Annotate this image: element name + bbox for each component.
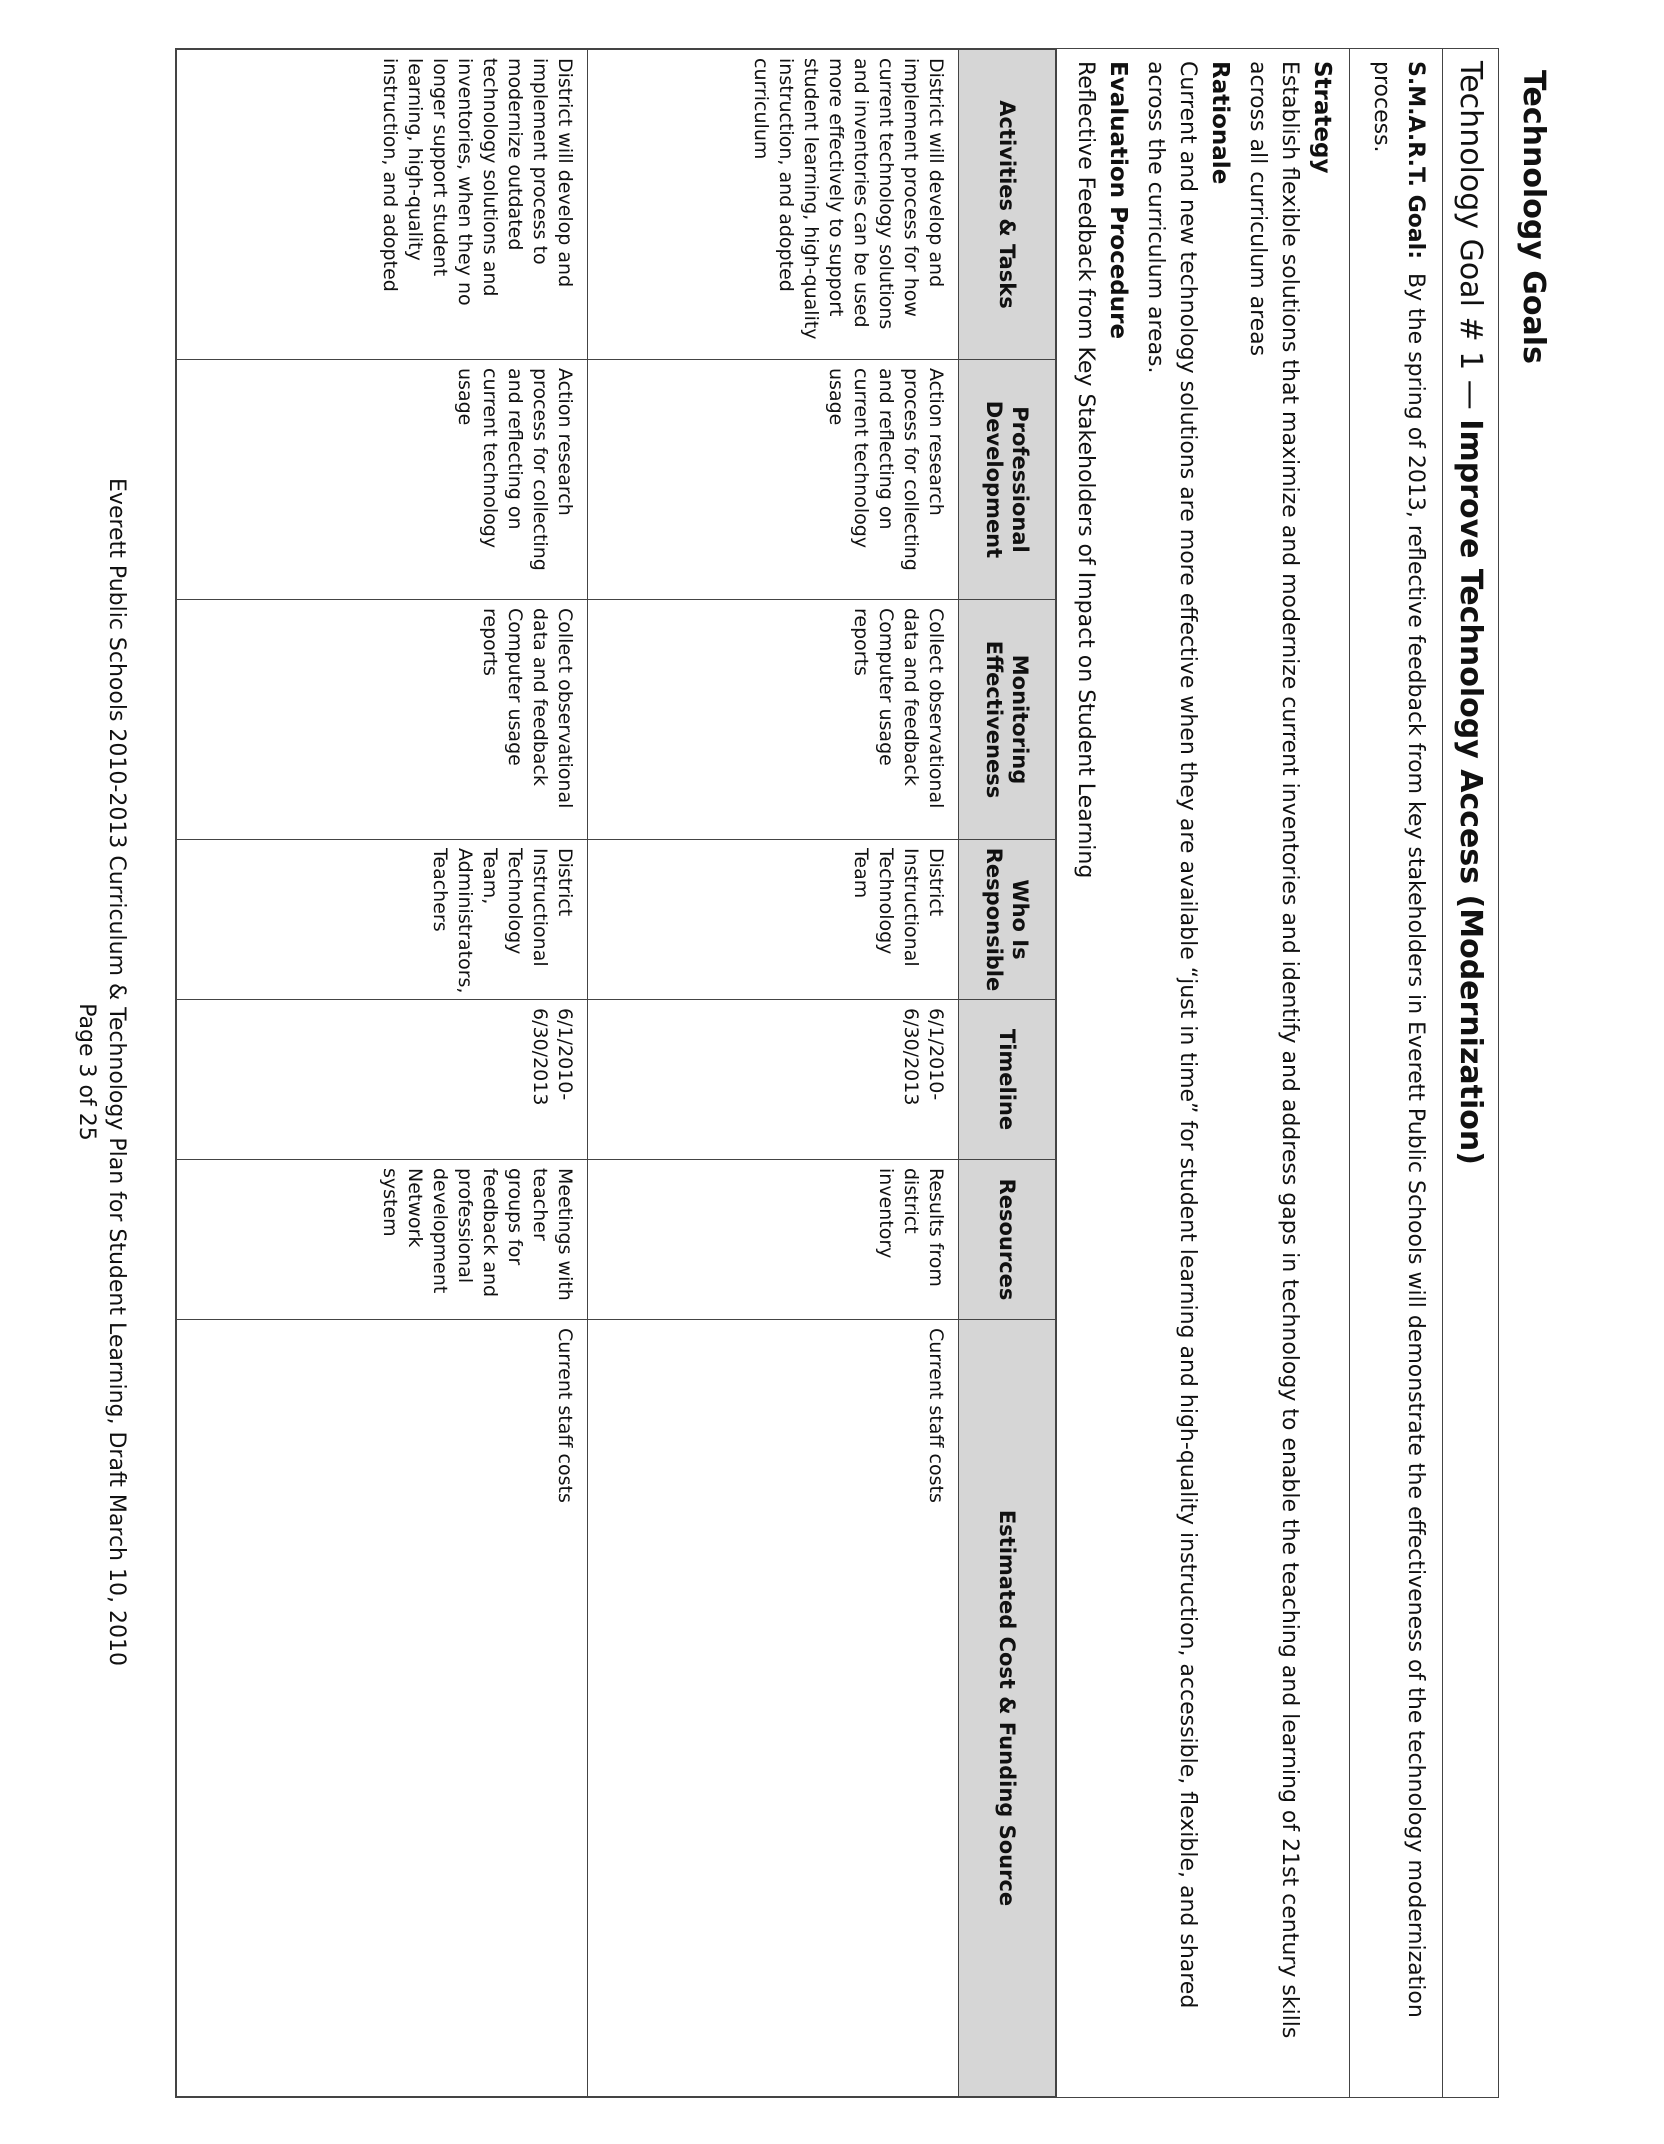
smart-goal bbox=[1349, 49, 1442, 2097]
smart-goal-label: S.M.A.R.T. Goal: bbox=[1403, 61, 1428, 259]
table-header-row bbox=[959, 50, 1056, 2097]
cell-timeline: 6/1/2010- 6/30/2013 bbox=[588, 1000, 959, 1160]
goal-name: Improve Technology Access (Modernization) bbox=[1453, 419, 1488, 1165]
goal-title bbox=[1442, 49, 1498, 2097]
cell-professional-development: Action research process for collecting and reflecting on current technology usage bbox=[177, 360, 588, 600]
header-responsible: Who Is Responsible bbox=[959, 840, 1056, 1000]
evaluation-heading: Evaluation Procedure bbox=[1105, 61, 1131, 340]
goal-frame bbox=[175, 48, 1499, 2098]
cell-responsible: District Instructional Technology Team, Administrators, Teachers bbox=[177, 840, 588, 1000]
header-timeline: Timeline bbox=[959, 1000, 1056, 1160]
cell-monitoring: Collect observational data and feedback Computer usage reports bbox=[177, 600, 588, 840]
cell-monitoring: Collect observational data and feedback Computer usage reports bbox=[588, 600, 959, 840]
cell-activities: District will develop and implement process for how current technology solutions and inventories can be used more effectively to support student learning, high-quality instruction, and adopted curriculum bbox=[588, 50, 959, 360]
page-heading: Technology Goals bbox=[1516, 70, 1551, 364]
header-cost: Estimated Cost & Funding Source bbox=[959, 1320, 1056, 2097]
header-resources: Resources bbox=[959, 1160, 1056, 1320]
strategy-heading: Strategy bbox=[1309, 61, 1335, 174]
cell-cost: Current staff costs bbox=[177, 1320, 588, 2097]
footer-title: Everett Public Schools 2010-2013 Curriculum & Technology Plan for Student Learning, Draft March 10, 2010 bbox=[104, 478, 129, 1666]
cell-responsible: District Instructional Technology Team bbox=[588, 840, 959, 1000]
header-activities: Activities & Tasks bbox=[959, 50, 1056, 360]
cell-resources: Results from district inventory bbox=[588, 1160, 959, 1320]
table-row bbox=[177, 50, 588, 2097]
footer-page-number: Page 3 of 25 bbox=[74, 1003, 99, 1141]
strategy-text: Establish flexible solutions that maximize and modernize current inventories and identify and address gaps in technology to enable the teaching and learning of 21st century skills across all curriculum areas bbox=[1245, 61, 1302, 2039]
strategy-rationale-block bbox=[1056, 49, 1349, 2097]
table-row bbox=[588, 50, 959, 2097]
rationale-heading: Rationale bbox=[1207, 61, 1233, 185]
cell-resources: Meetings with teacher groups for feedback and professional development Network system bbox=[177, 1160, 588, 1320]
cell-cost: Current staff costs bbox=[588, 1320, 959, 2097]
header-professional-development: Professional Development bbox=[959, 360, 1056, 600]
goal-prefix: Technology Goal # 1 — bbox=[1453, 61, 1488, 420]
cell-activities: District will develop and implement process to modernize outdated technology solutions and inventories, when they no longer support student learning, high-quality instruction, and adopted bbox=[177, 50, 588, 360]
evaluation-text: Reflective Feedback from Key Stakeholders of Impact on Student Learning bbox=[1073, 61, 1098, 879]
rationale-text: Current and new technology solutions are more effective when they are available “just in time” for student learning and high-quality instruction, accessible, flexible, and shared across the curriculum areas. bbox=[1143, 61, 1200, 2009]
smart-goal-text: By the spring of 2013, reflective feedback from key stakeholders in Everett Public Schools will demonstrate the effectiveness of the technology modernization process. bbox=[1369, 61, 1428, 2018]
activities-table bbox=[176, 49, 1056, 2097]
cell-timeline: 6/1/2010- 6/30/2013 bbox=[177, 1000, 588, 1160]
header-monitoring: Monitoring Effectiveness bbox=[959, 600, 1056, 840]
cell-professional-development: Action research process for collecting and reflecting on current technology usage bbox=[588, 360, 959, 600]
